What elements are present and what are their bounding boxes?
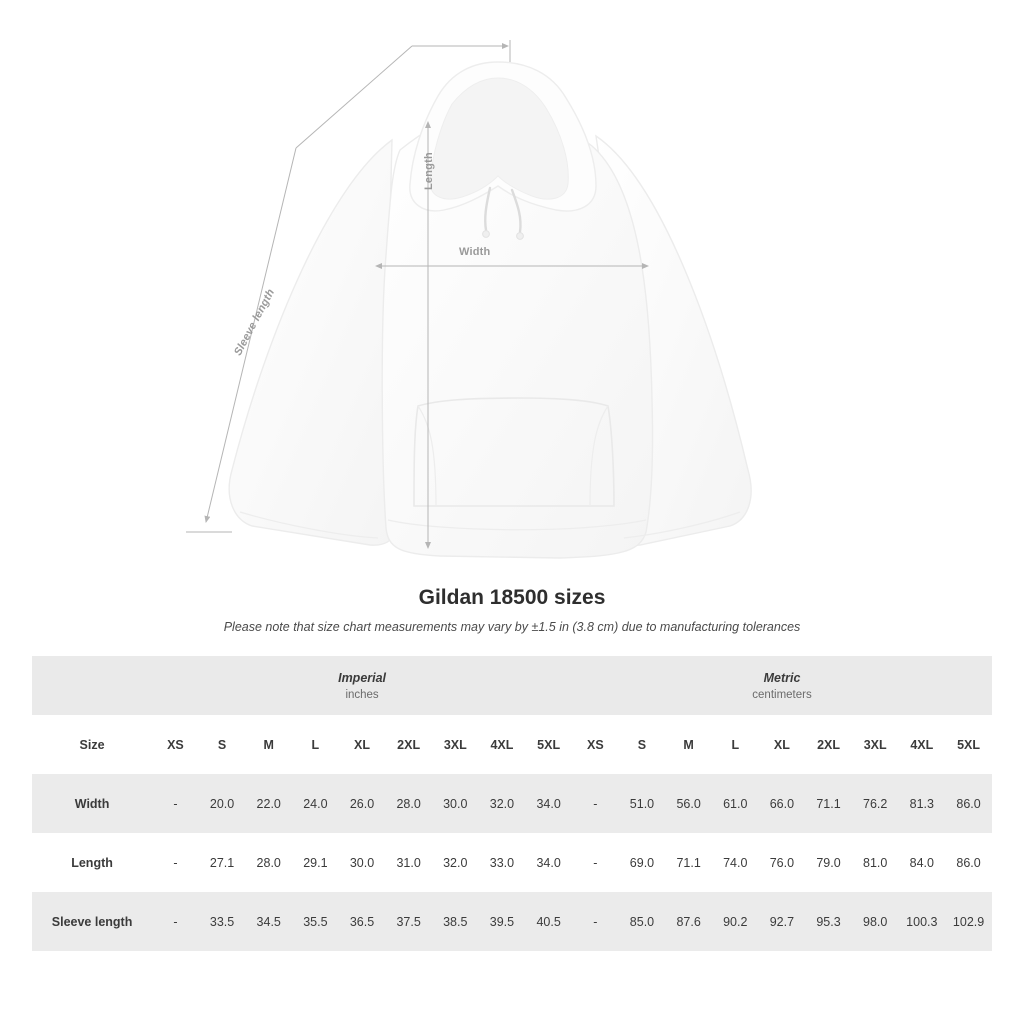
size-col-xl-imperial: XL bbox=[339, 715, 386, 774]
cell: 24.0 bbox=[292, 774, 339, 833]
size-col-5xl-imperial: 5XL bbox=[525, 715, 572, 774]
tolerance-note: Please note that size chart measurements may vary by ±1.5 in (3.8 cm) due to manufacturing tolerances bbox=[223, 620, 801, 634]
size-col-l-metric: L bbox=[712, 715, 759, 774]
cell: 84.0 bbox=[899, 833, 946, 892]
cell: 95.3 bbox=[805, 892, 852, 951]
cell: 81.3 bbox=[899, 774, 946, 833]
cell: 35.5 bbox=[292, 892, 339, 951]
sleeve-length-label: Sleeve length bbox=[232, 287, 278, 358]
cell: 29.1 bbox=[292, 833, 339, 892]
size-col-3xl-imperial: 3XL bbox=[432, 715, 479, 774]
cell: 36.5 bbox=[339, 892, 386, 951]
cell: - bbox=[152, 892, 199, 951]
cell: - bbox=[152, 774, 199, 833]
unit-group-imperial-unit: inches bbox=[345, 688, 379, 701]
size-col-s-metric: S bbox=[619, 715, 666, 774]
row-label-sleeve-length: Sleeve length bbox=[32, 892, 152, 951]
cell: 26.0 bbox=[339, 774, 386, 833]
cell: 81.0 bbox=[852, 833, 899, 892]
unit-group-imperial bbox=[152, 656, 572, 715]
cell: 98.0 bbox=[852, 892, 899, 951]
cell: 102.9 bbox=[945, 892, 992, 951]
unit-group-metric-name: Metric bbox=[763, 670, 801, 685]
cell: 51.0 bbox=[619, 774, 666, 833]
cell: 33.0 bbox=[479, 833, 526, 892]
cell: - bbox=[572, 774, 619, 833]
cell: 66.0 bbox=[759, 774, 806, 833]
unit-group-metric bbox=[572, 656, 992, 715]
cell: 27.1 bbox=[199, 833, 246, 892]
table-corner-cell bbox=[32, 656, 152, 715]
cell: 38.5 bbox=[432, 892, 479, 951]
cell: 71.1 bbox=[665, 833, 712, 892]
cell: 22.0 bbox=[245, 774, 292, 833]
table-row bbox=[32, 774, 992, 833]
sleeve-guide-top bbox=[296, 46, 412, 148]
size-col-l-imperial: L bbox=[292, 715, 339, 774]
size-col-2xl-imperial: 2XL bbox=[385, 715, 432, 774]
cell: 86.0 bbox=[945, 774, 992, 833]
size-header-label: Size bbox=[32, 715, 152, 774]
row-label-width: Width bbox=[32, 774, 152, 833]
size-col-4xl-imperial: 4XL bbox=[479, 715, 526, 774]
cell: 39.5 bbox=[479, 892, 526, 951]
cell: 34.5 bbox=[245, 892, 292, 951]
cell: - bbox=[572, 892, 619, 951]
row-label-length: Length bbox=[32, 833, 152, 892]
cell: 92.7 bbox=[759, 892, 806, 951]
page-title: Gildan 18500 sizes bbox=[418, 586, 606, 609]
size-col-5xl-metric: 5XL bbox=[945, 715, 992, 774]
cell: 76.2 bbox=[852, 774, 899, 833]
table-row bbox=[32, 833, 992, 892]
unit-group-metric-unit: centimeters bbox=[752, 688, 812, 701]
cell: 32.0 bbox=[479, 774, 526, 833]
cell: 30.0 bbox=[432, 774, 479, 833]
cell: 30.0 bbox=[339, 833, 386, 892]
cell: 76.0 bbox=[759, 833, 806, 892]
unit-header-row bbox=[32, 656, 992, 715]
width-label: Width bbox=[459, 246, 491, 258]
cell: 100.3 bbox=[899, 892, 946, 951]
size-col-s-imperial: S bbox=[199, 715, 246, 774]
cell: 37.5 bbox=[385, 892, 432, 951]
size-col-xl-metric: XL bbox=[759, 715, 806, 774]
size-table-wrapper bbox=[0, 634, 1024, 951]
chart-header bbox=[0, 586, 1024, 634]
length-label: Length bbox=[423, 152, 435, 190]
size-col-2xl-metric: 2XL bbox=[805, 715, 852, 774]
size-col-xs-metric: XS bbox=[572, 715, 619, 774]
cell: 74.0 bbox=[712, 833, 759, 892]
cell: 32.0 bbox=[432, 833, 479, 892]
size-col-xs-imperial: XS bbox=[152, 715, 199, 774]
cell: 40.5 bbox=[525, 892, 572, 951]
cell: 69.0 bbox=[619, 833, 666, 892]
cell: 34.0 bbox=[525, 833, 572, 892]
table-row bbox=[32, 892, 992, 951]
cell: 86.0 bbox=[945, 833, 992, 892]
cell: 85.0 bbox=[619, 892, 666, 951]
cell: 87.6 bbox=[665, 892, 712, 951]
size-col-3xl-metric: 3XL bbox=[852, 715, 899, 774]
hoodie-shape bbox=[229, 62, 751, 558]
cell: 71.1 bbox=[805, 774, 852, 833]
cell: 90.2 bbox=[712, 892, 759, 951]
cell: 28.0 bbox=[385, 774, 432, 833]
size-chart-table bbox=[32, 656, 992, 951]
cell: 33.5 bbox=[199, 892, 246, 951]
cell: 79.0 bbox=[805, 833, 852, 892]
size-col-m-imperial: M bbox=[245, 715, 292, 774]
cell: 31.0 bbox=[385, 833, 432, 892]
size-header-row bbox=[32, 715, 992, 774]
cell: 61.0 bbox=[712, 774, 759, 833]
cell: 56.0 bbox=[665, 774, 712, 833]
cell: 20.0 bbox=[199, 774, 246, 833]
unit-group-imperial-name: Imperial bbox=[338, 670, 387, 685]
size-col-m-metric: M bbox=[665, 715, 712, 774]
cell: 28.0 bbox=[245, 833, 292, 892]
cell: - bbox=[572, 833, 619, 892]
cell: - bbox=[152, 833, 199, 892]
cell: 34.0 bbox=[525, 774, 572, 833]
size-col-4xl-metric: 4XL bbox=[899, 715, 946, 774]
